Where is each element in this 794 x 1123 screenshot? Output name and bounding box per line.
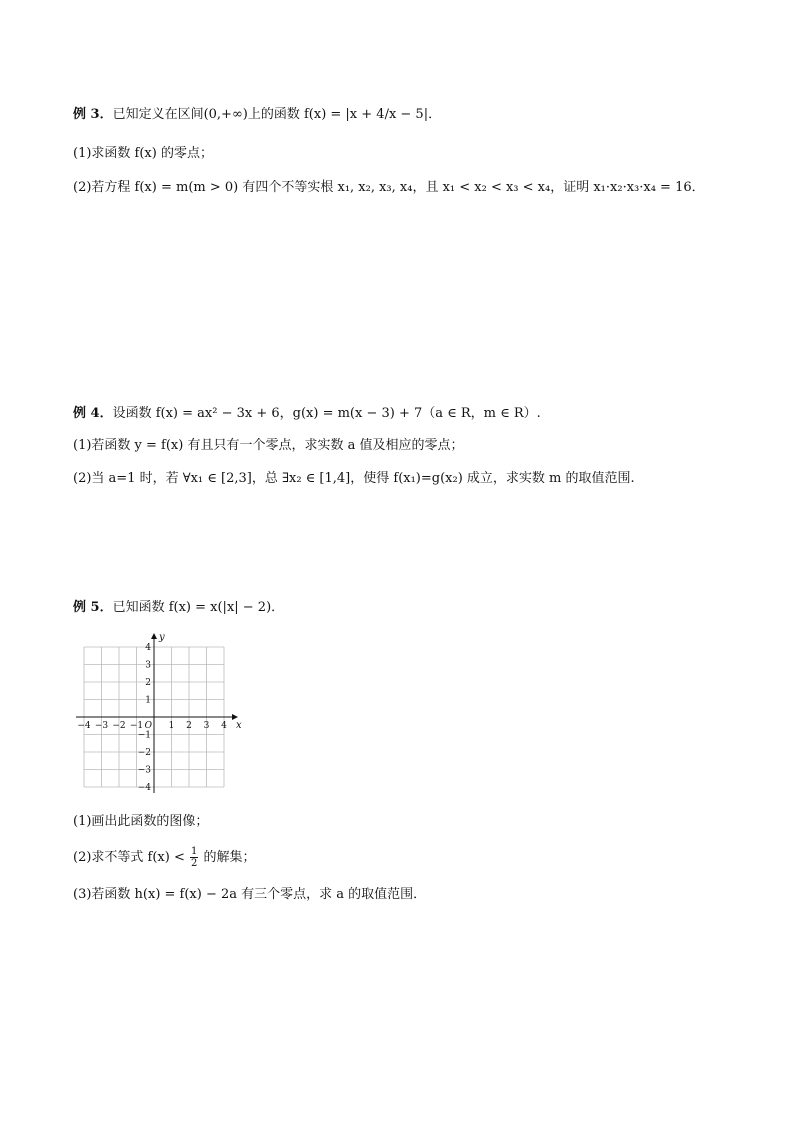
one-half-fraction — [190, 846, 198, 869]
x-tick-label: 4 — [221, 721, 227, 731]
x-tick-label: −4 — [77, 721, 91, 731]
x-tick-label: 3 — [203, 721, 210, 731]
ex4-stem: 设函数 f(x) = ax² − 3x + 6，g(x) = m(x − 3) + 7（a ∈ R，m ∈ R）. — [112, 406, 541, 421]
ex5-q3: (3)若函数 h(x) = f(x) − 2a 有三个零点，求 a 的取值范围． — [73, 887, 427, 902]
y-tick-label: −1 — [137, 730, 151, 741]
ex5-q2-line — [73, 846, 256, 869]
ex3-label: 例 3． — [73, 107, 113, 122]
ex4-label: 例 4． — [73, 406, 113, 421]
ex4-q2: (2)当 a=1 时，若 ∀x₁ ∈ [2,3]，总 ∃x₂ ∈ [1,4]，使得 f(x₁)=g(x₂) 成立，求实数 m 的取值范围. — [73, 471, 635, 486]
y-tick-label: 4 — [145, 643, 151, 653]
coordinate-grid-svg — [72, 628, 252, 800]
x-tick-label: 2 — [186, 721, 192, 731]
ex4-stem-line — [73, 404, 541, 424]
ex3-q2: (2)若方程 f(x) = m(m > 0) 有四个不等实根 x₁, x₂, x₃, x₄，且 x₁ < x₂ < x₃ < x₄，证明 x₁·x₂·x₃·x₄ = 16． — [73, 180, 705, 195]
ex5-stem: 已知函数 f(x) = x(|x| − 2)． — [112, 600, 285, 615]
ex5-q2-text-b: 的解集； — [203, 850, 256, 865]
fraction-numerator: 1 — [191, 846, 198, 857]
y-tick-label: 3 — [145, 660, 151, 671]
origin-label: O — [144, 721, 152, 731]
x-tick-label: −1 — [129, 721, 144, 731]
x-tick-label: −3 — [94, 721, 109, 731]
y-tick-label: −3 — [137, 765, 151, 776]
ex3-stem-line — [73, 105, 441, 125]
ex3-q1: (1)求函数 f(x) 的零点； — [73, 146, 213, 161]
coordinate-grid — [72, 628, 252, 800]
y-tick-label: 2 — [145, 678, 151, 688]
y-tick-label: −2 — [137, 748, 151, 758]
ex5-q1: (1)画出此函数的图像； — [73, 814, 209, 829]
ex5-label: 例 5． — [73, 600, 113, 615]
y-tick-label: −4 — [137, 783, 151, 793]
ex4-q1: (1)若函数 y = f(x) 有且只有一个零点，求实数 a 值及相应的零点； — [73, 438, 464, 453]
x-tick-label: −2 — [112, 721, 126, 731]
ex3-stem: 已知定义在区间(0,+∞)上的函数 f(x) = |x + 4/x − 5|． — [112, 107, 442, 122]
fraction-denominator: 2 — [191, 858, 198, 869]
y-axis-arrow — [151, 633, 157, 639]
y-tick-label: 1 — [145, 695, 151, 706]
x-axis-label: x — [236, 720, 242, 731]
ex5-stem-line — [73, 598, 284, 618]
x-tick-label: 1 — [168, 721, 175, 731]
ex5-q2-text-a: (2)求不等式 f(x) < — [73, 850, 185, 865]
y-axis-label: y — [159, 632, 165, 643]
